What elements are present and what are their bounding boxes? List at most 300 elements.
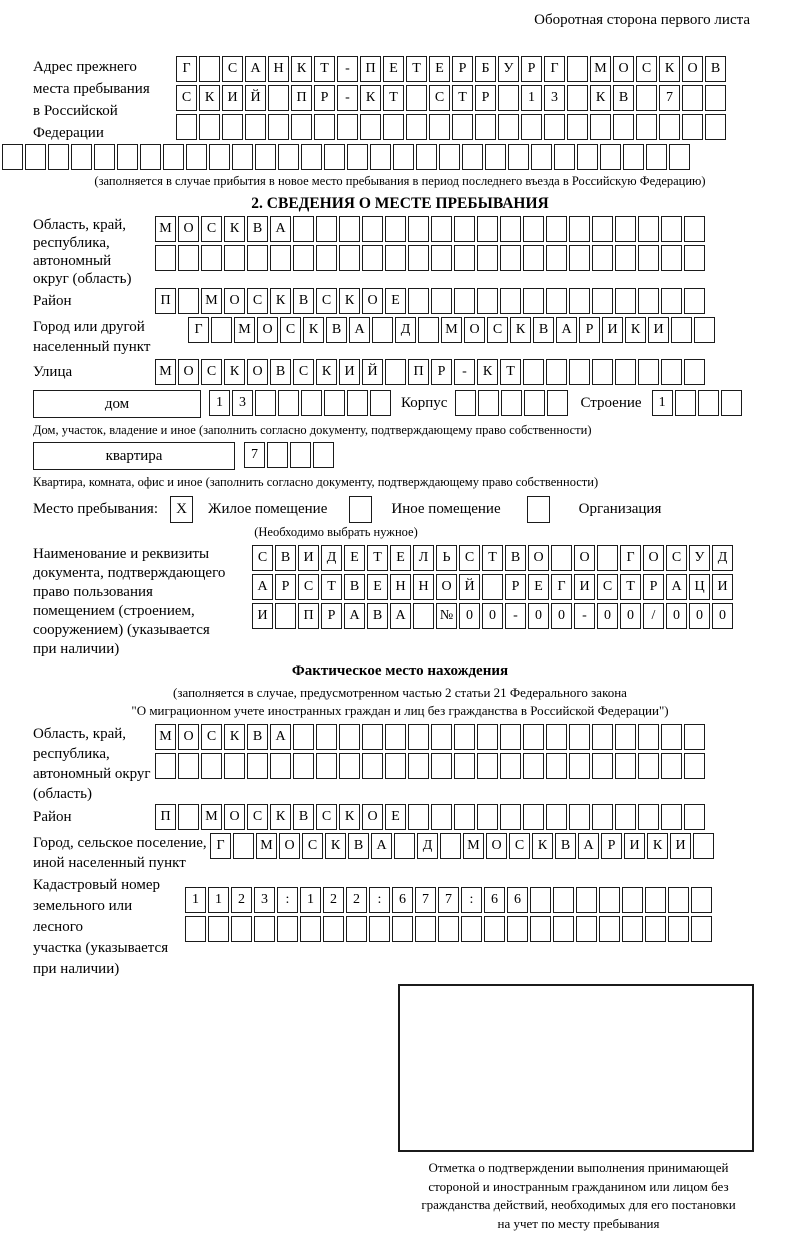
char-cell[interactable]: И [670, 833, 691, 859]
char-cell[interactable] [592, 804, 613, 830]
char-cell[interactable]: А [270, 216, 291, 242]
char-cell[interactable] [440, 833, 461, 859]
char-cell[interactable]: В [270, 359, 291, 385]
char-cell[interactable] [454, 804, 475, 830]
char-cell[interactable] [267, 442, 288, 468]
char-cell[interactable] [615, 753, 636, 779]
char-cell[interactable]: М [590, 56, 611, 82]
char-cell[interactable] [461, 916, 482, 942]
char-cell[interactable]: Н [413, 574, 434, 600]
char-cell[interactable] [231, 916, 252, 942]
char-cell[interactable]: 0 [620, 603, 641, 629]
char-cell[interactable]: Й [459, 574, 480, 600]
char-cell[interactable] [385, 359, 406, 385]
char-cell[interactable] [691, 916, 712, 942]
char-cell[interactable] [592, 724, 613, 750]
char-cell[interactable] [567, 56, 588, 82]
char-cell[interactable]: П [155, 288, 176, 314]
char-cell[interactable]: У [689, 545, 710, 571]
char-cell[interactable] [224, 753, 245, 779]
char-cell[interactable] [418, 317, 439, 343]
char-cell[interactable] [408, 216, 429, 242]
char-cell[interactable] [500, 724, 521, 750]
char-cell[interactable] [370, 390, 391, 416]
char-cell[interactable]: О [257, 317, 278, 343]
char-cell[interactable] [661, 288, 682, 314]
char-cell[interactable] [347, 144, 368, 170]
char-cell[interactable]: 0 [528, 603, 549, 629]
char-cell[interactable] [500, 216, 521, 242]
char-cell[interactable]: О [613, 56, 634, 82]
char-cell[interactable] [155, 245, 176, 271]
char-cell[interactable]: - [337, 56, 358, 82]
char-cell[interactable] [622, 916, 643, 942]
char-cell[interactable] [339, 753, 360, 779]
char-cell[interactable] [646, 144, 667, 170]
char-cell[interactable] [452, 114, 473, 140]
char-cell[interactable]: В [367, 603, 388, 629]
char-cell[interactable] [255, 390, 276, 416]
char-cell[interactable]: С [201, 359, 222, 385]
char-cell[interactable]: - [505, 603, 526, 629]
char-cell[interactable]: И [222, 85, 243, 111]
char-cell[interactable]: Г [188, 317, 209, 343]
char-cell[interactable] [94, 144, 115, 170]
char-cell[interactable]: К [224, 216, 245, 242]
char-cell[interactable]: 3 [544, 85, 565, 111]
char-cell[interactable]: Б [475, 56, 496, 82]
char-cell[interactable] [590, 114, 611, 140]
char-cell[interactable] [615, 804, 636, 830]
char-cell[interactable]: В [613, 85, 634, 111]
char-cell[interactable]: В [247, 216, 268, 242]
char-cell[interactable] [569, 359, 590, 385]
char-cell[interactable] [615, 359, 636, 385]
char-cell[interactable] [638, 724, 659, 750]
char-cell[interactable]: Д [321, 545, 342, 571]
char-cell[interactable] [71, 144, 92, 170]
char-cell[interactable] [408, 288, 429, 314]
char-cell[interactable]: П [408, 359, 429, 385]
char-cell[interactable]: О [574, 545, 595, 571]
char-cell[interactable]: 0 [689, 603, 710, 629]
char-cell[interactable] [439, 144, 460, 170]
char-cell[interactable]: М [441, 317, 462, 343]
char-cell[interactable] [186, 144, 207, 170]
char-cell[interactable]: Н [268, 56, 289, 82]
char-cell[interactable]: У [498, 56, 519, 82]
char-cell[interactable]: А [390, 603, 411, 629]
char-cell[interactable]: 2 [323, 887, 344, 913]
char-cell[interactable]: - [337, 85, 358, 111]
char-cell[interactable] [500, 245, 521, 271]
char-cell[interactable] [178, 753, 199, 779]
char-cell[interactable] [592, 216, 613, 242]
char-cell[interactable] [546, 216, 567, 242]
char-cell[interactable]: К [325, 833, 346, 859]
char-cell[interactable]: П [360, 56, 381, 82]
char-cell[interactable]: К [510, 317, 531, 343]
char-cell[interactable]: Т [452, 85, 473, 111]
char-cell[interactable] [705, 85, 726, 111]
char-cell[interactable] [385, 724, 406, 750]
char-cell[interactable] [682, 85, 703, 111]
char-cell[interactable]: Р [431, 359, 452, 385]
char-cell[interactable] [293, 724, 314, 750]
char-cell[interactable]: В [326, 317, 347, 343]
char-cell[interactable] [661, 245, 682, 271]
char-cell[interactable] [293, 245, 314, 271]
char-cell[interactable]: С [247, 804, 268, 830]
char-cell[interactable] [431, 216, 452, 242]
char-cell[interactable]: И [602, 317, 623, 343]
char-cell[interactable] [592, 245, 613, 271]
char-cell[interactable] [523, 288, 544, 314]
char-cell[interactable] [691, 887, 712, 913]
char-cell[interactable]: К [339, 288, 360, 314]
char-cell[interactable]: Ь [436, 545, 457, 571]
char-cell[interactable] [551, 545, 572, 571]
char-cell[interactable]: А [556, 317, 577, 343]
char-cell[interactable] [393, 144, 414, 170]
char-cell[interactable]: М [155, 216, 176, 242]
char-cell[interactable]: П [155, 804, 176, 830]
char-cell[interactable] [661, 359, 682, 385]
char-cell[interactable] [477, 724, 498, 750]
char-cell[interactable] [462, 144, 483, 170]
char-cell[interactable] [347, 390, 368, 416]
char-cell[interactable] [383, 114, 404, 140]
char-cell[interactable]: В [344, 574, 365, 600]
char-cell[interactable]: 1 [185, 887, 206, 913]
house-box[interactable]: дом [33, 390, 201, 418]
char-cell[interactable] [592, 288, 613, 314]
char-cell[interactable] [362, 753, 383, 779]
char-cell[interactable]: О [362, 804, 383, 830]
char-cell[interactable]: М [155, 724, 176, 750]
char-cell[interactable] [485, 144, 506, 170]
char-cell[interactable]: С [247, 288, 268, 314]
char-cell[interactable] [222, 114, 243, 140]
char-cell[interactable]: Д [395, 317, 416, 343]
char-cell[interactable]: С [316, 288, 337, 314]
char-cell[interactable]: 3 [232, 390, 253, 416]
char-cell[interactable]: К [360, 85, 381, 111]
char-cell[interactable]: 0 [482, 603, 503, 629]
char-cell[interactable]: М [463, 833, 484, 859]
char-cell[interactable] [523, 245, 544, 271]
char-cell[interactable]: Е [383, 56, 404, 82]
char-cell[interactable]: А [270, 724, 291, 750]
char-cell[interactable]: П [298, 603, 319, 629]
char-cell[interactable] [316, 245, 337, 271]
char-cell[interactable] [385, 245, 406, 271]
char-cell[interactable] [669, 144, 690, 170]
char-cell[interactable] [431, 724, 452, 750]
char-cell[interactable] [475, 114, 496, 140]
char-cell[interactable] [232, 144, 253, 170]
char-cell[interactable] [178, 245, 199, 271]
char-cell[interactable] [668, 916, 689, 942]
char-cell[interactable]: 0 [551, 603, 572, 629]
char-cell[interactable]: О [528, 545, 549, 571]
char-cell[interactable] [569, 804, 590, 830]
char-cell[interactable]: О [279, 833, 300, 859]
char-cell[interactable] [268, 85, 289, 111]
char-cell[interactable] [278, 144, 299, 170]
char-cell[interactable] [638, 216, 659, 242]
char-cell[interactable]: В [348, 833, 369, 859]
char-cell[interactable]: О [436, 574, 457, 600]
char-cell[interactable]: Т [620, 574, 641, 600]
char-cell[interactable] [117, 144, 138, 170]
char-cell[interactable] [477, 753, 498, 779]
char-cell[interactable] [454, 216, 475, 242]
char-cell[interactable]: Р [643, 574, 664, 600]
char-cell[interactable]: К [625, 317, 646, 343]
char-cell[interactable]: 7 [659, 85, 680, 111]
char-cell[interactable] [455, 390, 476, 416]
char-cell[interactable]: И [624, 833, 645, 859]
char-cell[interactable] [245, 114, 266, 140]
char-cell[interactable] [615, 724, 636, 750]
char-cell[interactable]: А [252, 574, 273, 600]
char-cell[interactable] [247, 753, 268, 779]
char-cell[interactable] [394, 833, 415, 859]
char-cell[interactable]: А [578, 833, 599, 859]
char-cell[interactable] [337, 114, 358, 140]
char-cell[interactable]: С [176, 85, 197, 111]
char-cell[interactable]: О [178, 724, 199, 750]
char-cell[interactable] [25, 144, 46, 170]
char-cell[interactable]: Г [544, 56, 565, 82]
char-cell[interactable] [553, 887, 574, 913]
char-cell[interactable] [247, 245, 268, 271]
char-cell[interactable]: С [298, 574, 319, 600]
char-cell[interactable] [408, 724, 429, 750]
char-cell[interactable] [392, 916, 413, 942]
char-cell[interactable]: К [270, 804, 291, 830]
char-cell[interactable] [478, 390, 499, 416]
char-cell[interactable] [498, 85, 519, 111]
char-cell[interactable] [208, 916, 229, 942]
char-cell[interactable] [546, 804, 567, 830]
char-cell[interactable] [408, 753, 429, 779]
char-cell[interactable]: Ц [689, 574, 710, 600]
char-cell[interactable] [508, 144, 529, 170]
char-cell[interactable] [645, 916, 666, 942]
char-cell[interactable]: Т [314, 56, 335, 82]
char-cell[interactable]: В [505, 545, 526, 571]
char-cell[interactable]: Р [601, 833, 622, 859]
char-cell[interactable]: : [369, 887, 390, 913]
char-cell[interactable]: 1 [208, 887, 229, 913]
stay-checkbox-residential[interactable]: X [170, 496, 193, 523]
char-cell[interactable] [301, 144, 322, 170]
char-cell[interactable]: М [256, 833, 277, 859]
char-cell[interactable]: В [705, 56, 726, 82]
char-cell[interactable]: 6 [484, 887, 505, 913]
char-cell[interactable]: Г [620, 545, 641, 571]
char-cell[interactable] [178, 804, 199, 830]
char-cell[interactable] [313, 442, 334, 468]
char-cell[interactable]: Т [406, 56, 427, 82]
char-cell[interactable]: В [275, 545, 296, 571]
char-cell[interactable]: С [222, 56, 243, 82]
char-cell[interactable]: И [298, 545, 319, 571]
char-cell[interactable]: Т [482, 545, 503, 571]
char-cell[interactable] [454, 245, 475, 271]
char-cell[interactable] [546, 724, 567, 750]
char-cell[interactable]: К [224, 724, 245, 750]
char-cell[interactable] [431, 245, 452, 271]
char-cell[interactable]: 2 [346, 887, 367, 913]
char-cell[interactable]: 0 [666, 603, 687, 629]
char-cell[interactable]: Н [390, 574, 411, 600]
char-cell[interactable]: 3 [254, 887, 275, 913]
char-cell[interactable] [48, 144, 69, 170]
char-cell[interactable]: : [461, 887, 482, 913]
char-cell[interactable]: Т [321, 574, 342, 600]
char-cell[interactable]: К [199, 85, 220, 111]
char-cell[interactable] [477, 216, 498, 242]
char-cell[interactable] [524, 390, 545, 416]
char-cell[interactable] [615, 216, 636, 242]
char-cell[interactable] [155, 753, 176, 779]
char-cell[interactable]: С [316, 804, 337, 830]
char-cell[interactable] [360, 114, 381, 140]
char-cell[interactable] [339, 724, 360, 750]
char-cell[interactable] [477, 804, 498, 830]
char-cell[interactable] [576, 887, 597, 913]
char-cell[interactable]: С [636, 56, 657, 82]
char-cell[interactable] [721, 390, 742, 416]
char-cell[interactable]: Л [413, 545, 434, 571]
char-cell[interactable]: О [247, 359, 268, 385]
char-cell[interactable] [530, 887, 551, 913]
char-cell[interactable]: Е [367, 574, 388, 600]
char-cell[interactable] [431, 288, 452, 314]
char-cell[interactable] [500, 288, 521, 314]
char-cell[interactable] [661, 724, 682, 750]
char-cell[interactable]: 7 [438, 887, 459, 913]
char-cell[interactable] [498, 114, 519, 140]
stay-checkbox-organization[interactable] [527, 496, 550, 523]
char-cell[interactable] [636, 114, 657, 140]
char-cell[interactable] [546, 245, 567, 271]
char-cell[interactable] [661, 804, 682, 830]
char-cell[interactable] [553, 916, 574, 942]
char-cell[interactable] [324, 144, 345, 170]
char-cell[interactable] [408, 804, 429, 830]
char-cell[interactable] [211, 317, 232, 343]
char-cell[interactable] [622, 887, 643, 913]
char-cell[interactable] [638, 804, 659, 830]
char-cell[interactable] [682, 114, 703, 140]
char-cell[interactable]: К [532, 833, 553, 859]
char-cell[interactable]: К [224, 359, 245, 385]
char-cell[interactable] [500, 753, 521, 779]
char-cell[interactable] [636, 85, 657, 111]
char-cell[interactable]: П [291, 85, 312, 111]
char-cell[interactable]: К [270, 288, 291, 314]
char-cell[interactable] [569, 753, 590, 779]
char-cell[interactable] [477, 245, 498, 271]
char-cell[interactable] [638, 753, 659, 779]
char-cell[interactable] [569, 724, 590, 750]
char-cell[interactable] [501, 390, 522, 416]
char-cell[interactable] [592, 753, 613, 779]
char-cell[interactable]: К [339, 804, 360, 830]
char-cell[interactable]: И [339, 359, 360, 385]
char-cell[interactable] [416, 144, 437, 170]
char-cell[interactable]: Г [551, 574, 572, 600]
char-cell[interactable] [569, 216, 590, 242]
char-cell[interactable]: В [555, 833, 576, 859]
char-cell[interactable]: Е [429, 56, 450, 82]
char-cell[interactable]: 7 [244, 442, 265, 468]
char-cell[interactable]: : [277, 887, 298, 913]
char-cell[interactable] [290, 442, 311, 468]
char-cell[interactable]: С [293, 359, 314, 385]
char-cell[interactable]: И [712, 574, 733, 600]
char-cell[interactable] [362, 724, 383, 750]
stay-checkbox-other[interactable] [349, 496, 372, 523]
char-cell[interactable] [224, 245, 245, 271]
char-cell[interactable] [693, 833, 714, 859]
char-cell[interactable] [567, 114, 588, 140]
char-cell[interactable] [576, 916, 597, 942]
char-cell[interactable] [698, 390, 719, 416]
char-cell[interactable]: М [155, 359, 176, 385]
char-cell[interactable] [613, 114, 634, 140]
char-cell[interactable]: А [666, 574, 687, 600]
char-cell[interactable] [438, 916, 459, 942]
char-cell[interactable] [523, 724, 544, 750]
char-cell[interactable]: 1 [300, 887, 321, 913]
char-cell[interactable]: С [201, 724, 222, 750]
char-cell[interactable] [668, 887, 689, 913]
char-cell[interactable] [645, 887, 666, 913]
char-cell[interactable] [684, 288, 705, 314]
char-cell[interactable] [507, 916, 528, 942]
char-cell[interactable] [201, 753, 222, 779]
char-cell[interactable]: К [590, 85, 611, 111]
char-cell[interactable] [544, 114, 565, 140]
char-cell[interactable] [324, 390, 345, 416]
char-cell[interactable] [431, 753, 452, 779]
char-cell[interactable] [484, 916, 505, 942]
char-cell[interactable]: С [509, 833, 530, 859]
char-cell[interactable] [199, 56, 220, 82]
char-cell[interactable] [684, 245, 705, 271]
char-cell[interactable]: В [533, 317, 554, 343]
char-cell[interactable] [201, 245, 222, 271]
char-cell[interactable] [339, 245, 360, 271]
char-cell[interactable] [521, 114, 542, 140]
apartment-box[interactable]: квартира [33, 442, 235, 470]
char-cell[interactable]: 6 [392, 887, 413, 913]
char-cell[interactable] [546, 753, 567, 779]
char-cell[interactable]: 7 [415, 887, 436, 913]
char-cell[interactable] [523, 804, 544, 830]
char-cell[interactable] [615, 245, 636, 271]
char-cell[interactable] [406, 85, 427, 111]
char-cell[interactable]: 0 [597, 603, 618, 629]
char-cell[interactable]: М [201, 804, 222, 830]
char-cell[interactable] [316, 216, 337, 242]
char-cell[interactable] [684, 804, 705, 830]
